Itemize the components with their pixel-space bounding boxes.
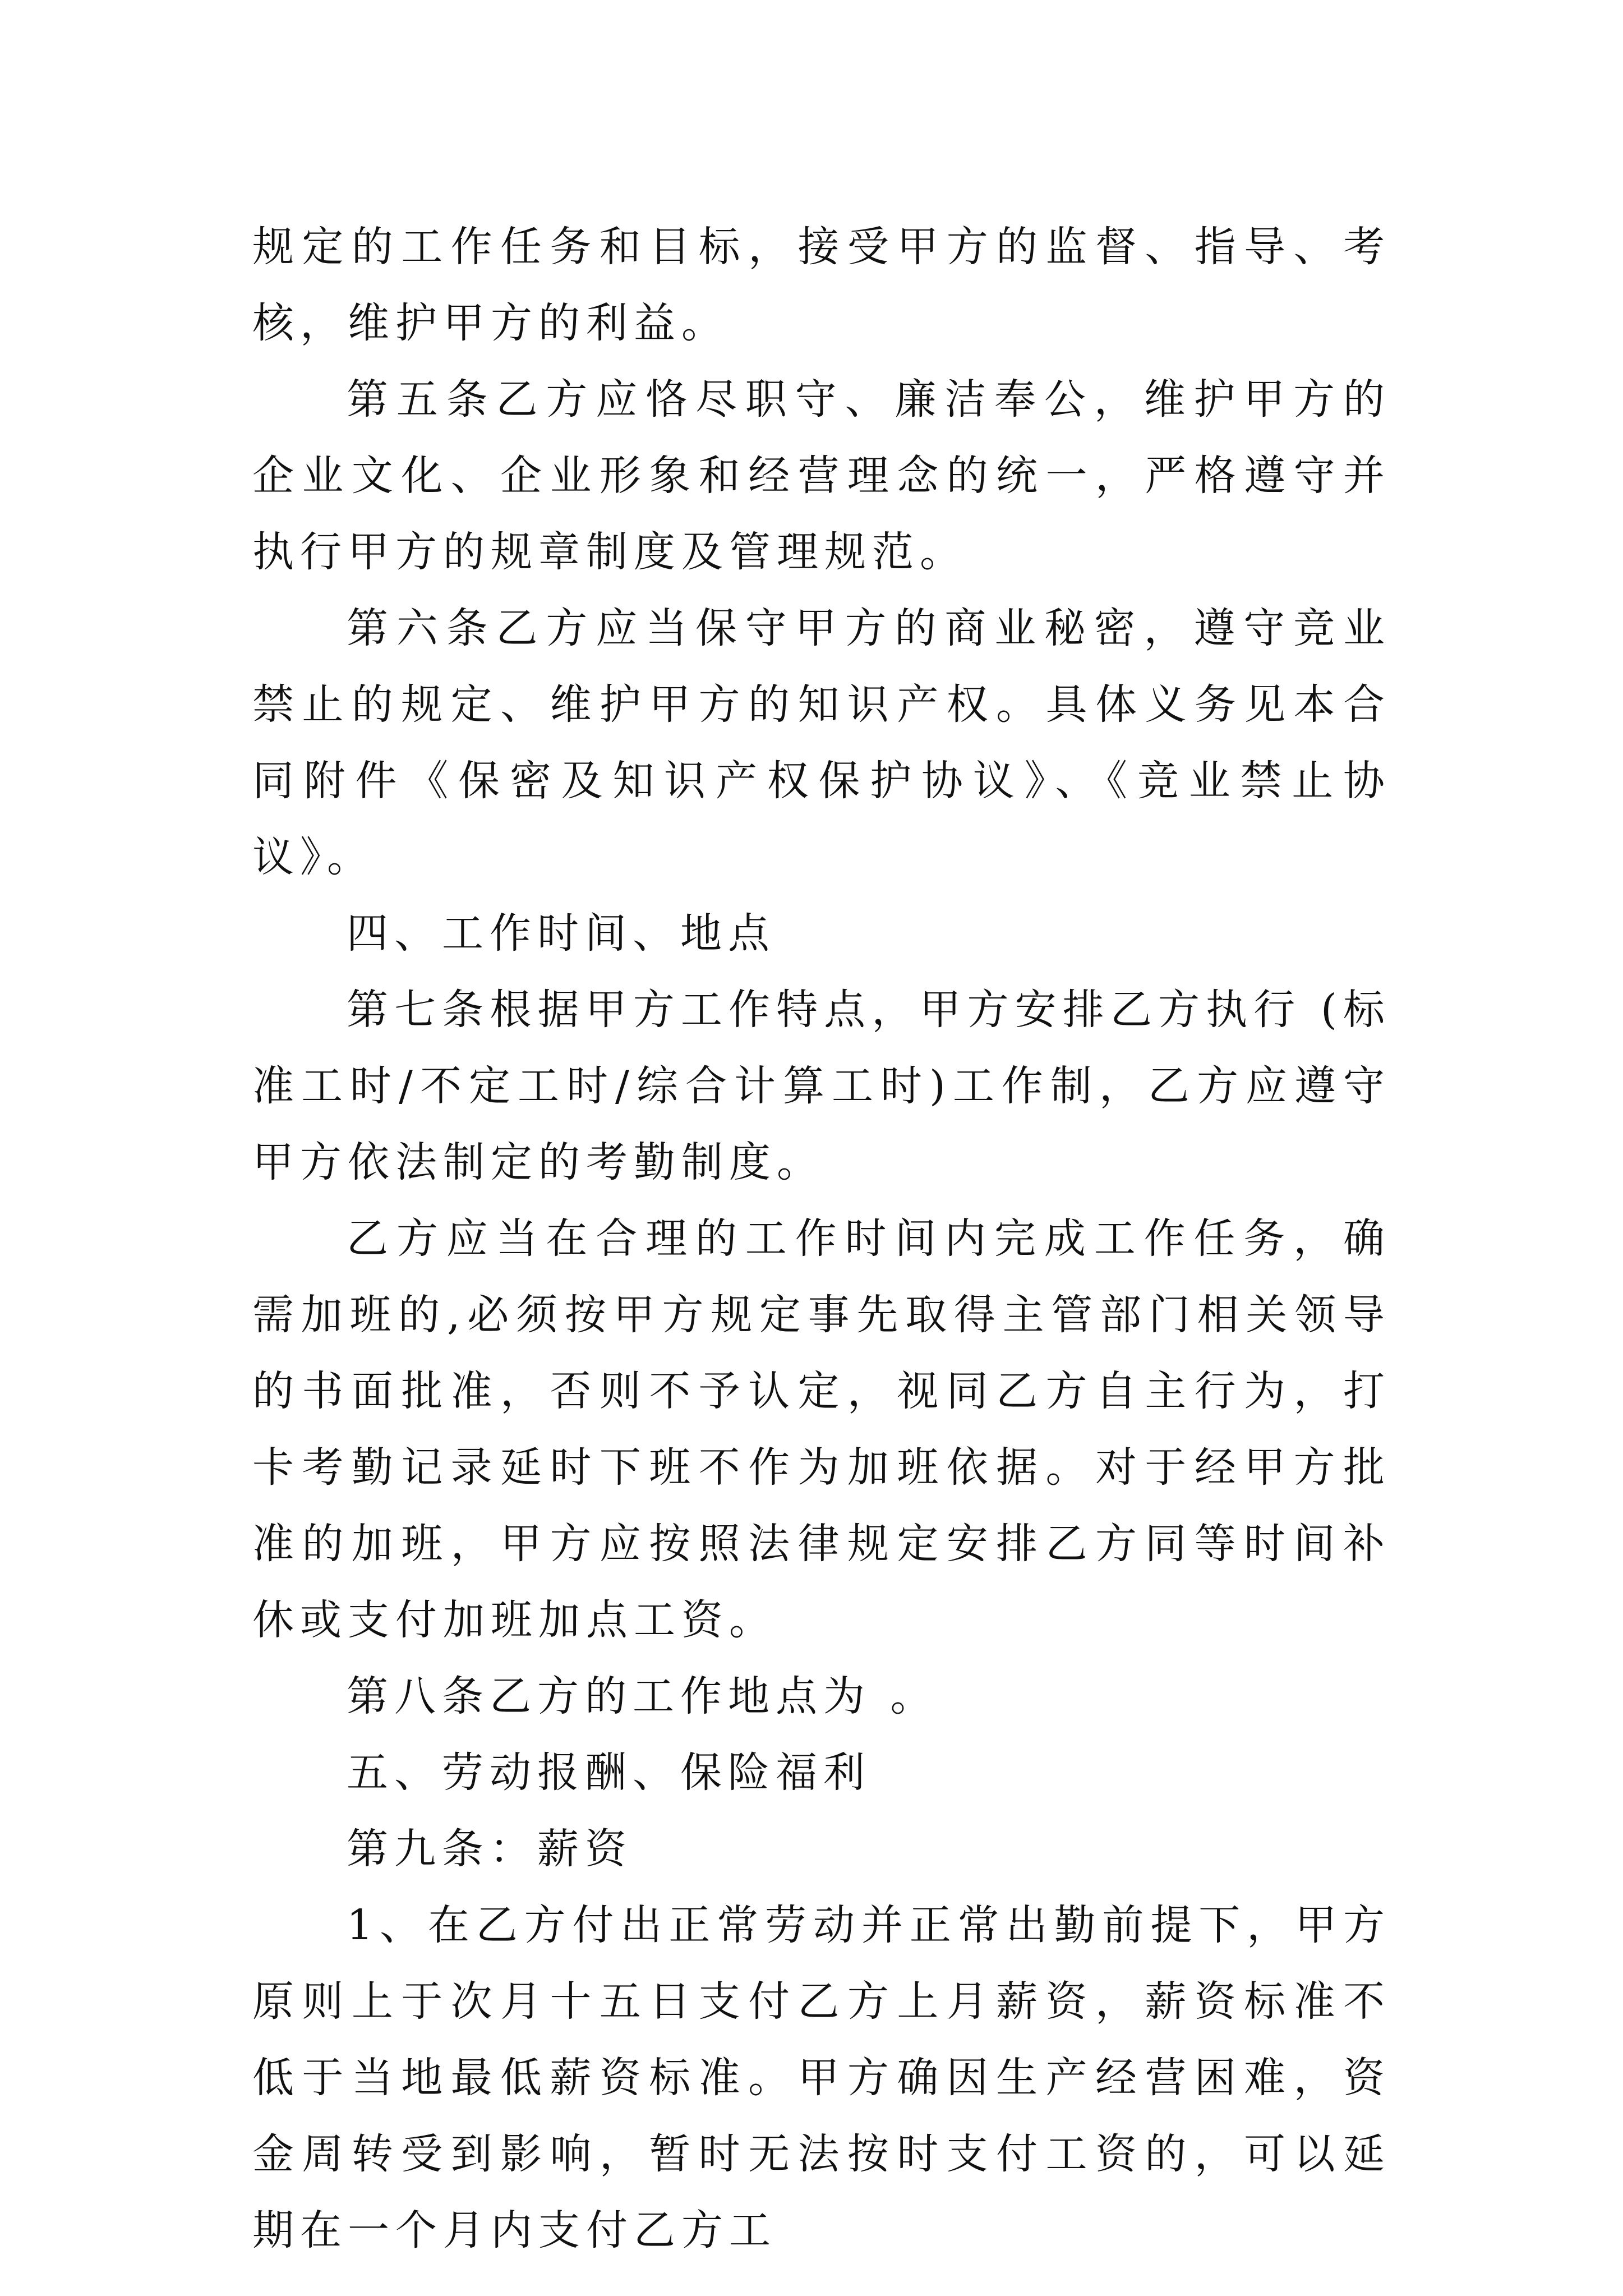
paragraph-salary-item-1: 1、在乙方付出正常劳动并正常出勤前提下，甲方原则上于次月十五日支付乙方上月薪资，薪资标准不低于当地最低薪资标准。甲方确因生产经营困难，资金周转受到影响，暂时无法按时支付工资的，可以延期在一个月内支付乙方工	[252, 1901, 1391, 2254]
document-body	[252, 209, 1391, 2269]
paragraph-1: 规定的工作任务和目标，接受甲方的监督、指导、考核，维护甲方的利益。	[252, 223, 1391, 347]
paragraph-article-8: 第八条乙方的工作地点为 。	[347, 1672, 938, 1720]
paragraph-article-5: 第五条乙方应恪尽职守、廉洁奉公，维护甲方的企业文化、企业形象和经营理念的统一，严格遵守并执行甲方的规章制度及管理规范。	[252, 375, 1391, 576]
paragraph-article-9-heading: 第九条：薪资	[347, 1825, 633, 1873]
paragraph-overtime: 乙方应当在合理的工作时间内完成工作任务，确需加班的,必须按甲方规定事先取得主管部门相关领导的书面批准，否则不予认定，视同乙方自主行为，打卡考勤记录延时下班不作为加班依据。对于经甲方批准的加班，甲方应按照法律规定安排乙方同等时间补休或支付加班加点工资。	[252, 1214, 1391, 1644]
section-heading-4: 四、工作时间、地点	[347, 909, 776, 958]
paragraph-article-7: 第七条根据甲方工作特点，甲方安排乙方执行 (标准工时/不定工时/综合计算工时)工作制，乙方应遵守甲方依法制定的考勤制度。	[252, 986, 1391, 1186]
paragraph-article-6: 第六条乙方应当保守甲方的商业秘密，遵守竞业禁止的规定、维护甲方的知识产权。具体义务见本合同附件《保密及知识产权保护协议》、《竞业禁止协议》。	[252, 604, 1391, 881]
section-heading-5: 五、劳动报酬、保险福利	[347, 1749, 871, 1797]
